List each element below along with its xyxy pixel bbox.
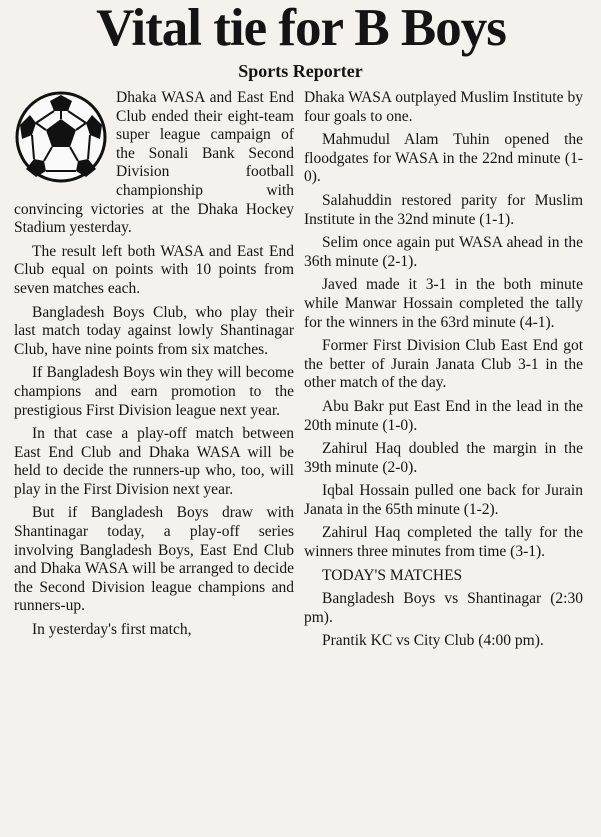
paragraph: Zahirul Haq doubled the margin in the 39th minute (2-0). <box>304 440 583 476</box>
paragraph: Selim once again put WASA ahead in the 36th minute (2-1). <box>304 234 583 270</box>
headline: Vital tie for B Boys <box>96 0 506 57</box>
paragraph: Dhaka WASA and East End Club ended their eight-team super league campaign of the Sonali Bank Second Division football championship with convincing victories at the Dhaka Hockey Stadium yesterday. <box>14 89 294 237</box>
paragraph: The result left both WASA and East End Club equal on points with 10 points from seven matches each. <box>14 242 294 297</box>
article-column-2 <box>304 89 583 656</box>
paragraph: Bangladesh Boys Club, who play their last match today against lowly Shantinagar Club, have nine points from six matches. <box>14 303 294 358</box>
paragraph: Salahuddin restored parity for Muslim Institute in the 32nd minute (1-1). <box>304 191 583 228</box>
paragraph: In that case a play-off match between East End Club and Dhaka WASA will be held to decide the runners-up who, too, will play in the First Division next year. <box>14 425 294 498</box>
paragraph: If Bangladesh Boys win they will become champions and earn promotion to the prestigious First Division league next year. <box>14 364 294 419</box>
match-listing: Prantik KC vs City Club (4:00 pm). <box>322 632 544 650</box>
byline: Sports Reporter <box>238 61 363 81</box>
article-column-1 <box>14 89 294 645</box>
todays-matches-heading: TODAY'S MATCHES <box>322 566 463 584</box>
paragraph: Javed made it 3-1 in the both minute while Manwar Hossain completed the tally for the winners in the 63rd minute (4-1). <box>304 276 583 331</box>
paragraph: Mahmudul Alam Tuhin opened the floodgates for WASA in the 22nd minute (1-0). <box>304 131 583 186</box>
paragraph: Zahirul Haq completed the tally for the winners three minutes from time (3-1). <box>304 524 583 561</box>
paragraph: Abu Bakr put East End in the lead in the 20th minute (1-0). <box>304 397 583 434</box>
paragraph: But if Bangladesh Boys draw with Shantinagar today, a play-off series involving Bangladesh Boys, East End Club and Dhaka WASA will be arranged to decide the Second Division league champions and runners-up. <box>14 504 294 615</box>
paragraph: Iqbal Hossain pulled one back for Jurain Janata in the 65th minute (1-2). <box>304 482 583 518</box>
paragraph: Dhaka WASA outplayed Muslim Institute by four goals to one. <box>304 89 583 125</box>
paragraph: Former First Division Club East End got the better of Jurain Janata Club 3-1 in the other match of the day. <box>304 337 583 392</box>
football-icon <box>12 89 110 185</box>
match-listing: Bangladesh Boys vs Shantinagar (2:30 pm). <box>304 590 583 626</box>
paragraph: In yesterday's first match, <box>32 621 192 639</box>
